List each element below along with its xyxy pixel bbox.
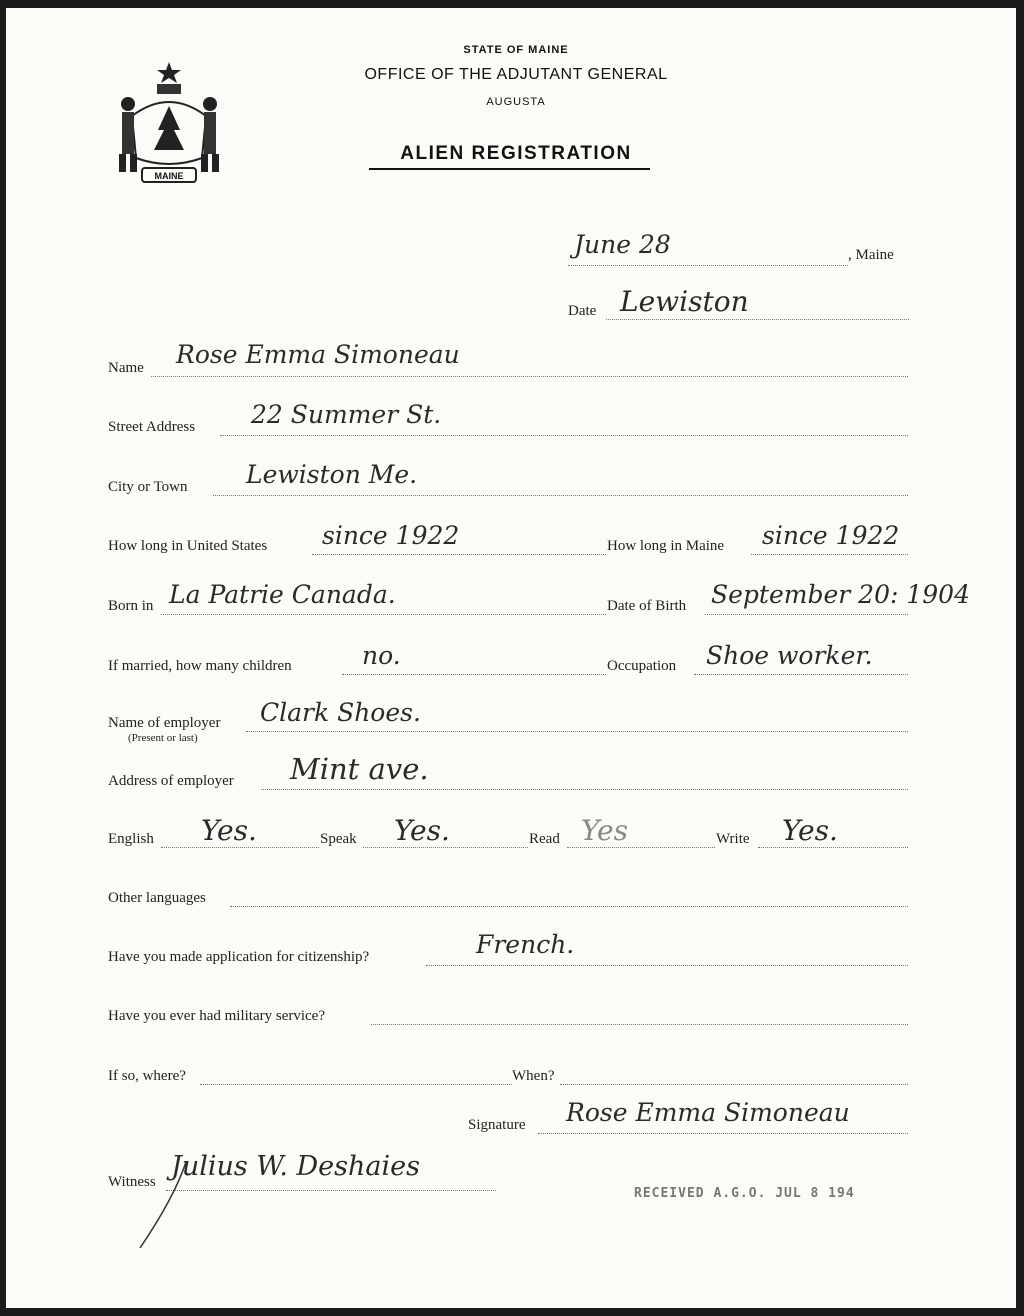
how-long-us-line: [312, 554, 606, 555]
witness-entry[interactable]: Julius W. Deshaies: [171, 1151, 420, 1182]
signature-line: [538, 1133, 908, 1134]
other-languages-line: [230, 906, 908, 907]
street-entry[interactable]: 22 Summer St.: [251, 400, 442, 429]
dob-entry[interactable]: September 20: 1904: [711, 580, 970, 609]
children-label: If married, how many children: [108, 658, 292, 674]
born-entry[interactable]: La Patrie Canada.: [169, 580, 396, 609]
write-entry[interactable]: Yes.: [782, 814, 838, 847]
when-line: [560, 1084, 908, 1085]
where-line: [200, 1084, 512, 1085]
witness-flourish-icon: [134, 1158, 194, 1253]
citizenship-entry[interactable]: French.: [476, 930, 575, 959]
occupation-entry[interactable]: Shoe worker.: [706, 641, 873, 670]
city-label: City or Town: [108, 479, 188, 495]
military-line: [371, 1024, 908, 1025]
street-label: Street Address: [108, 419, 196, 435]
street-line: [220, 435, 908, 436]
employer-address-label: Address of employer: [108, 773, 234, 789]
english-line: [161, 847, 319, 848]
citizenship-label: Have you made application for citizenship?: [108, 949, 370, 965]
how-long-us-entry[interactable]: since 1922: [322, 521, 460, 550]
english-label: English: [108, 831, 154, 847]
children-line: [342, 674, 606, 675]
read-entry[interactable]: Yes: [581, 814, 628, 847]
write-label: Write: [716, 831, 750, 847]
read-line: [567, 847, 715, 848]
form-title: ALIEN REGISTRATION: [400, 143, 632, 164]
how-long-maine-label: How long in Maine: [607, 538, 725, 554]
title-underline: [369, 168, 650, 170]
seal-label: MAINE: [154, 171, 184, 181]
write-line: [758, 847, 908, 848]
city-heading: AUGUSTA: [486, 96, 546, 108]
english-entry[interactable]: Yes.: [201, 814, 257, 847]
city-entry[interactable]: Lewiston Me.: [246, 460, 418, 489]
employer-entry[interactable]: Clark Shoes.: [260, 698, 421, 727]
military-label: Have you ever had military service?: [108, 1008, 325, 1024]
speak-entry[interactable]: Yes.: [394, 814, 450, 847]
registration-form-page: [6, 8, 1016, 1308]
citizenship-line: [426, 965, 908, 966]
dob-label: Date of Birth: [607, 598, 687, 614]
date-line-2: [606, 319, 909, 320]
born-label: Born in: [108, 598, 154, 614]
how-long-maine-line: [751, 554, 908, 555]
office-heading: OFFICE OF THE ADJUTANT GENERAL: [364, 66, 668, 83]
signature-entry[interactable]: Rose Emma Simoneau: [566, 1098, 850, 1127]
born-line: [161, 614, 606, 615]
employer-address-entry[interactable]: Mint ave.: [290, 752, 429, 786]
date-line-1: [568, 265, 848, 266]
name-line: [151, 376, 908, 377]
when-label: When?: [512, 1068, 555, 1084]
signature-label: Signature: [468, 1117, 526, 1133]
name-label: Name: [108, 360, 144, 376]
other-languages-label: Other languages: [108, 890, 206, 906]
dob-line: [705, 614, 908, 615]
name-entry[interactable]: Rose Emma Simoneau: [176, 340, 460, 369]
employer-label: Name of employer: [108, 715, 221, 731]
witness-line: [166, 1190, 496, 1191]
state-heading: STATE OF MAINE: [463, 44, 569, 56]
date-entry-1[interactable]: June 28: [574, 230, 671, 259]
employer-line: [246, 731, 908, 732]
speak-line: [363, 847, 528, 848]
how-long-us-label: How long in United States: [108, 538, 268, 554]
children-entry[interactable]: no.: [362, 641, 401, 670]
employer-address-line: [261, 789, 908, 790]
date-label: Date: [568, 303, 597, 319]
occupation-label: Occupation: [607, 658, 677, 674]
speak-label: Speak: [320, 831, 357, 847]
date-entry-2[interactable]: Lewiston: [620, 285, 749, 318]
employer-sublabel: (Present or last): [128, 732, 198, 744]
how-long-maine-entry[interactable]: since 1922: [762, 521, 900, 550]
read-label: Read: [529, 831, 560, 847]
city-line: [213, 495, 908, 496]
occupation-line: [694, 674, 908, 675]
maine-suffix: , Maine: [848, 247, 894, 263]
received-stamp: RECEIVED A.G.O. JUL 8 194: [634, 1186, 855, 1201]
witness-label: Witness: [108, 1174, 156, 1190]
where-label: If so, where?: [108, 1068, 186, 1084]
